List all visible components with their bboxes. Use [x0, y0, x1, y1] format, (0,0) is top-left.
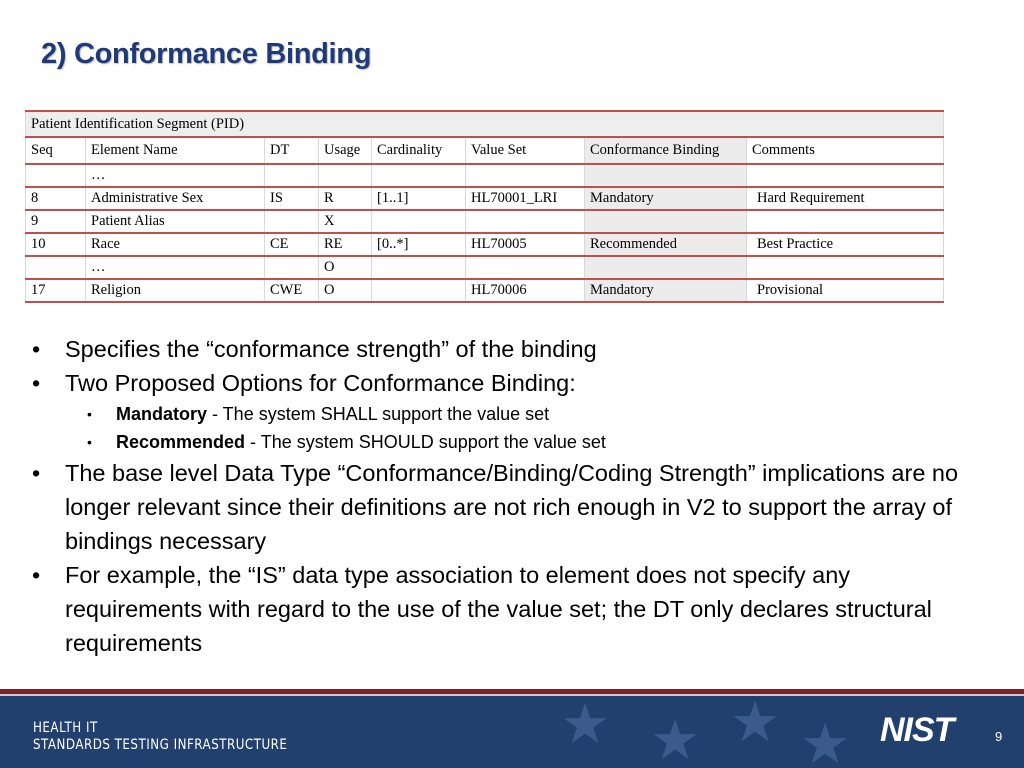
slide-title: 2) Conformance Binding	[41, 38, 372, 70]
bullet-dot: •	[32, 562, 41, 588]
star-icon: ★	[560, 692, 611, 755]
table-row	[26, 256, 944, 279]
table-caption-row	[26, 111, 944, 137]
cell-conformance-binding: Mandatory	[585, 279, 747, 302]
cell-seq: 9	[26, 210, 86, 233]
cell-cardinality	[372, 279, 466, 302]
bullet-text: Two Proposed Options for Conformance Binding:	[65, 370, 576, 396]
cell-cardinality: [1..1]	[372, 187, 466, 210]
cell-dt: CE	[265, 233, 319, 256]
sub-bullet-term: Recommended	[116, 432, 246, 452]
cell-conformance-binding: Recommended	[585, 233, 747, 256]
cell-element-name: Religion	[86, 279, 265, 302]
sub-bullet-item	[32, 428, 992, 456]
table-row	[26, 233, 944, 256]
header-element-name: Element Name	[86, 137, 265, 164]
cell-usage: RE	[319, 233, 372, 256]
cell-value-set: HL70005	[466, 233, 585, 256]
header-seq: Seq	[26, 137, 86, 164]
cell-conformance-binding	[585, 256, 747, 279]
cell-comments	[747, 164, 944, 187]
cell-comments: Hard Requirement	[747, 187, 944, 210]
cell-element-name: Administrative Sex	[86, 187, 265, 210]
bullet-item	[32, 366, 992, 400]
header-usage: Usage	[319, 137, 372, 164]
table-header-row	[26, 137, 944, 164]
cell-dt	[265, 256, 319, 279]
cell-value-set: HL70001_LRI	[466, 187, 585, 210]
sub-bullet-text: - The system SHOULD support the value set	[245, 432, 606, 452]
cell-element-name: Race	[86, 233, 265, 256]
star-icon: ★	[800, 712, 851, 768]
bullet-dot: •	[87, 406, 92, 422]
bullet-text: Specifies the “conformance strength” of the binding	[65, 336, 597, 362]
footer-line-2: STANDARDS TESTING INFRASTRUCTURE	[33, 737, 288, 753]
cell-conformance-binding	[585, 164, 747, 187]
footer-banner	[0, 689, 1024, 768]
star-icon: ★	[650, 708, 701, 768]
cell-seq	[26, 256, 86, 279]
cell-cardinality: [0..*]	[372, 233, 466, 256]
bullet-item	[32, 332, 992, 366]
star-icon: ★	[730, 690, 781, 753]
cell-value-set	[466, 164, 585, 187]
table-row	[26, 210, 944, 233]
cell-value-set	[466, 256, 585, 279]
table-row	[26, 187, 944, 210]
cell-usage: O	[319, 256, 372, 279]
pid-table	[25, 110, 944, 303]
cell-comments	[747, 210, 944, 233]
cell-cardinality	[372, 256, 466, 279]
bullet-dot: •	[32, 336, 41, 362]
bullet-text: For example, the “IS” data type association to element does not specify any requirements with regard to the use of the value set; the DT only declares structural requirements	[65, 562, 932, 656]
cell-usage: O	[319, 279, 372, 302]
cell-usage	[319, 164, 372, 187]
bullet-dot: •	[32, 370, 41, 396]
cell-dt: CWE	[265, 279, 319, 302]
cell-value-set	[466, 210, 585, 233]
header-dt: DT	[265, 137, 319, 164]
cell-comments: Provisional	[747, 279, 944, 302]
footer-rule-light	[0, 694, 1024, 696]
table-row	[26, 164, 944, 187]
bullet-text: The base level Data Type “Conformance/Binding/Coding Strength” implications are no longer relevant since their definitions are not rich enough in V2 to support the array of bindings necessary	[65, 460, 959, 554]
footer-org-name	[33, 720, 287, 754]
cell-usage: R	[319, 187, 372, 210]
cell-cardinality	[372, 164, 466, 187]
cell-element-name: …	[86, 164, 265, 187]
header-value-set: Value Set	[466, 137, 585, 164]
header-comments: Comments	[747, 137, 944, 164]
bullet-list	[32, 332, 992, 660]
bullet-dot: •	[87, 434, 92, 450]
sub-bullet-text: - The system SHALL support the value set	[207, 404, 550, 424]
cell-cardinality	[372, 210, 466, 233]
cell-seq: 8	[26, 187, 86, 210]
cell-dt	[265, 164, 319, 187]
cell-element-name: Patient Alias	[86, 210, 265, 233]
cell-conformance-binding: Mandatory	[585, 187, 747, 210]
table-row	[26, 279, 944, 302]
bullet-item	[32, 558, 992, 660]
cell-comments	[747, 256, 944, 279]
nist-logo: NIST	[880, 711, 954, 749]
footer-line-1: HEALTH IT	[33, 720, 98, 736]
cell-seq: 10	[26, 233, 86, 256]
cell-conformance-binding	[585, 210, 747, 233]
sub-bullet-term: Mandatory	[116, 404, 208, 424]
cell-seq: 17	[26, 279, 86, 302]
page-number: 9	[995, 729, 1003, 744]
sub-bullet-item	[32, 400, 992, 428]
cell-usage: X	[319, 210, 372, 233]
table-caption: Patient Identification Segment (PID)	[26, 111, 944, 137]
cell-seq	[26, 164, 86, 187]
cell-value-set: HL70006	[466, 279, 585, 302]
cell-dt	[265, 210, 319, 233]
bullet-dot: •	[32, 460, 41, 486]
cell-element-name: …	[86, 256, 265, 279]
bullet-item	[32, 456, 992, 558]
header-conformance-binding: Conformance Binding	[585, 137, 747, 164]
header-cardinality: Cardinality	[372, 137, 466, 164]
cell-comments: Best Practice	[747, 233, 944, 256]
cell-dt: IS	[265, 187, 319, 210]
